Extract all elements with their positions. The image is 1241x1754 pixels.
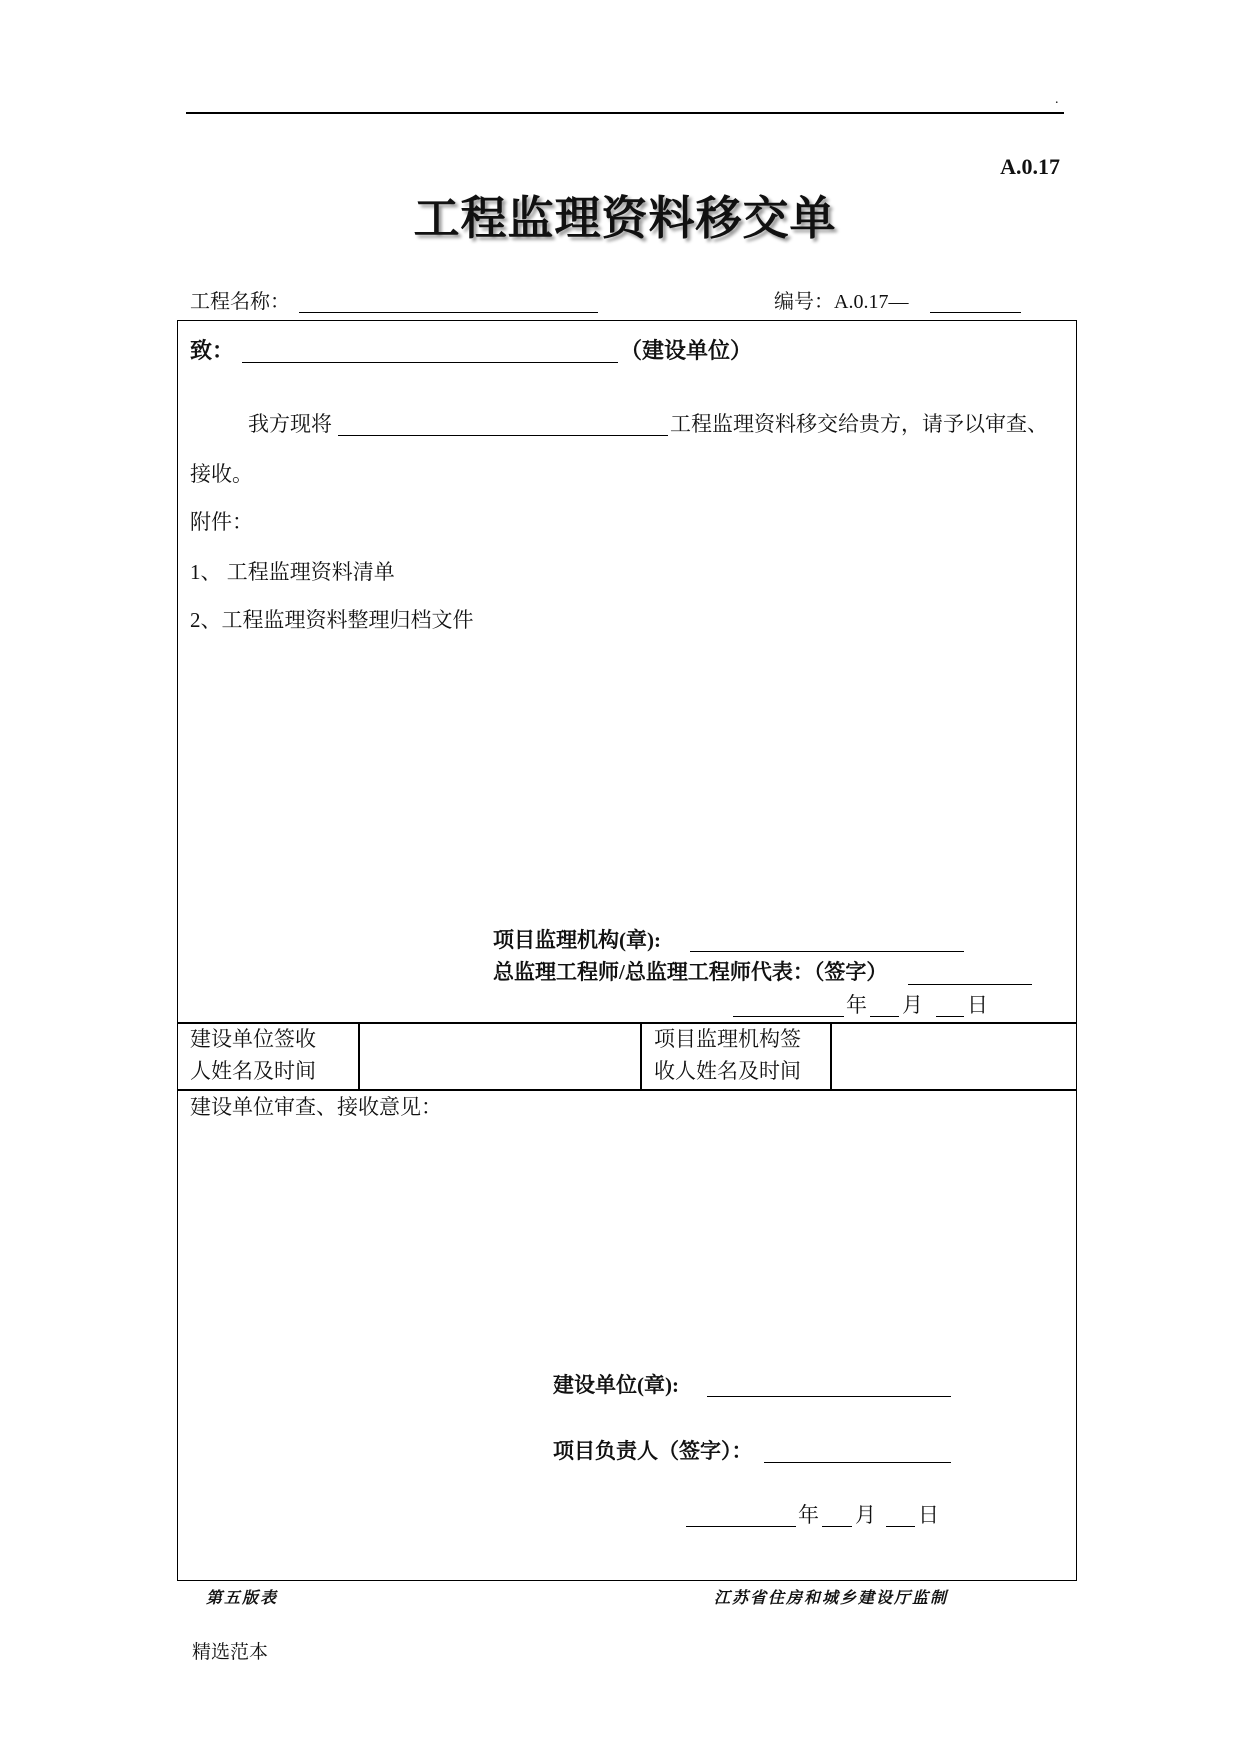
table-divider-receipt <box>177 1089 1077 1091</box>
attachments-label: 附件： <box>190 510 253 534</box>
review-year-label: 年 <box>798 1503 819 1527</box>
page-note: 精选范本 <box>192 1642 269 1663</box>
header-rule <box>186 112 1064 114</box>
project-name-label: 工程名称： <box>190 291 290 313</box>
notice-day-label: 日 <box>967 993 988 1017</box>
form-code: A.0.17 <box>1000 154 1060 179</box>
responsible-person-signature-field <box>764 1462 951 1463</box>
addressee-field <box>242 362 618 363</box>
notice-year-label: 年 <box>846 993 867 1017</box>
transfer-body-suffix: 工程监理资料移交给贵方，请予以审查、 <box>670 412 1048 436</box>
receipt-col-divider-2 <box>640 1022 642 1090</box>
supervisor-receipt-label: 项目监理机构签 <box>654 1027 801 1051</box>
transfer-body-prefix: 我方现将 <box>248 412 332 436</box>
client-seal-field <box>707 1396 951 1397</box>
addressee-suffix: （建设单位） <box>620 338 753 363</box>
notice-month-label: 月 <box>902 993 923 1017</box>
notice-day-field <box>936 1016 964 1017</box>
supervisor-receipt-label: 收人姓名及时间 <box>654 1059 801 1083</box>
addressee-label: 致： <box>190 338 235 363</box>
org-seal-field <box>690 951 964 952</box>
form-number-label: 编号：A.0.17— <box>774 291 909 313</box>
client-seal-label: 建设单位(章): <box>553 1373 679 1397</box>
receipt-col-divider-3 <box>830 1022 832 1090</box>
notice-year-field <box>733 1016 844 1017</box>
org-seal-label: 项目监理机构(章): <box>493 928 661 952</box>
receipt-col-divider-1 <box>358 1022 360 1090</box>
review-month-label: 月 <box>855 1503 876 1527</box>
issuer-label: 江苏省住房和城乡建设厅监制 <box>714 1588 949 1607</box>
attachment-item: 1、 工程监理资料清单 <box>190 560 395 584</box>
review-month-field <box>822 1526 852 1527</box>
responsible-person-signature-label: 项目负责人（签字）： <box>553 1439 753 1463</box>
notice-month-field <box>870 1016 899 1017</box>
corner-mark: . <box>1055 92 1059 107</box>
project-name-field <box>299 312 598 313</box>
review-year-field <box>686 1526 796 1527</box>
page-title: 工程监理资料移交单 <box>413 191 837 245</box>
attachment-item: 2、工程监理资料整理归档文件 <box>190 608 474 632</box>
chief-engineer-signature-field <box>908 984 1032 985</box>
review-day-label: 日 <box>918 1503 939 1527</box>
form-number-field <box>930 312 1021 313</box>
review-opinion-label: 建设单位审查、接收意见： <box>190 1095 442 1119</box>
project-field <box>338 435 668 436</box>
transfer-body-continuation: 接收。 <box>190 462 253 486</box>
edition-label: 第五版表 <box>206 1588 279 1607</box>
review-day-field <box>886 1526 915 1527</box>
table-divider-notice <box>177 1022 1077 1024</box>
client-receipt-label: 人姓名及时间 <box>190 1059 316 1083</box>
chief-engineer-signature-label: 总监理工程师/总监理工程师代表：（签字） <box>493 960 888 984</box>
client-receipt-label: 建设单位签收 <box>190 1027 316 1051</box>
